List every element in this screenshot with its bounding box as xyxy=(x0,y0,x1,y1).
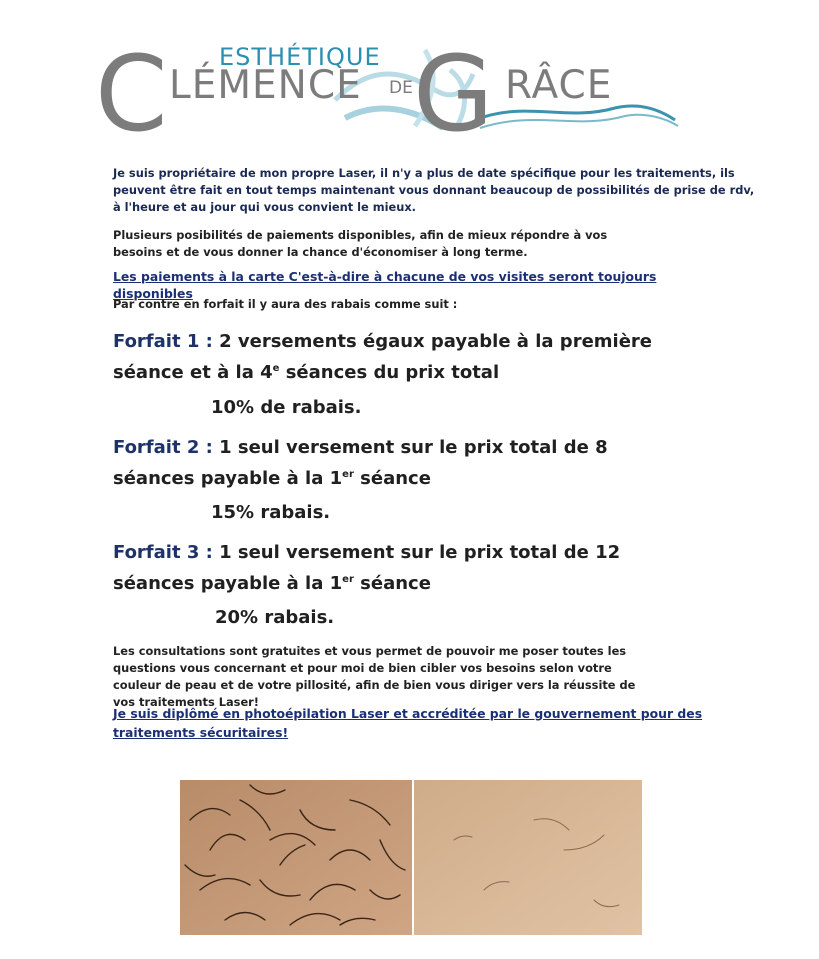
forfait-1-sup: e xyxy=(272,363,280,374)
forfait-1-text-b: séances du prix total xyxy=(279,362,500,383)
brand-logo xyxy=(95,30,680,155)
forfait-3-label: Forfait 3 : xyxy=(113,542,213,563)
skin-after-photo xyxy=(414,780,642,935)
forfait-2-label: Forfait 2 : xyxy=(113,437,213,458)
forfait-3-rabais: 20% rabais. xyxy=(215,607,335,628)
forfait-3-sup: er xyxy=(342,574,354,585)
forfait-2-sup: er xyxy=(342,469,354,480)
forfait-3-text-b: séance xyxy=(353,573,431,594)
logo-letter-c: C xyxy=(95,33,168,155)
forfait-3-text-a: 1 seul versement sur le prix total de 12 séances payable à la 1 xyxy=(113,542,621,594)
forfait-2 xyxy=(113,432,673,494)
a-la-carte-note: Les paiements à la carte C'est-à-dire à chacune de vos visites seront toujours disponibles xyxy=(113,269,657,301)
consultation-paragraph: Les consultations sont gratuites et vous permet de pouvoir me poser toutes les questions vous concernant et pour moi de bien cibler vos besoins selon votre couleur de peau et de votre pillosité, afin de bien vous diriger vers la réussite de vos traitements Laser! xyxy=(113,644,636,709)
forfait-1-rabais: 10% de rabais. xyxy=(211,397,362,418)
logo-word-lemence: LÉMENCE xyxy=(169,63,362,108)
logo-word-race: RÂCE xyxy=(505,63,613,108)
forfait-2-text-a: 1 seul versement sur le prix total de 8 séances payable à la 1 xyxy=(113,437,608,489)
intro-paragraph-laser: Je suis propriétaire de mon propre Laser, il n'y a plus de date spécifique pour les traitements, ils peuvent être fait en tout temps maintenant vous donnant beaucoup de possibilités de prise de rdv, à l'heure et au jour qui vous convient le mieux. xyxy=(113,166,755,214)
logo-letter-g: G xyxy=(413,33,494,155)
intro-paragraph-payments: Plusieurs posibilités de paiements disponibles, afin de mieux répondre à vos besoins et de vous donner la chance d'économiser à long terme. xyxy=(113,228,608,259)
forfait-1-label: Forfait 1 : xyxy=(113,331,213,352)
forfait-2-text-b: séance xyxy=(353,468,431,489)
forfait-1 xyxy=(113,326,673,388)
forfait-3 xyxy=(113,537,673,599)
forfait-1-text-a: 2 versements égaux payable à la première séance et à la 4 xyxy=(113,331,652,383)
logo-word-de: DE xyxy=(389,78,413,98)
certification-note: Je suis diplômé en photoépilation Laser et accréditée par le gouvernement pour des traitements sécuritaires! xyxy=(113,706,703,740)
logo-top-text: ESTHÉTIQUE xyxy=(219,43,381,71)
forfait-2-rabais: 15% rabais. xyxy=(211,502,331,523)
forfait-intro: Par contre en forfait il y aura des rabais comme suit : xyxy=(113,297,458,311)
skin-before-photo xyxy=(180,780,412,935)
